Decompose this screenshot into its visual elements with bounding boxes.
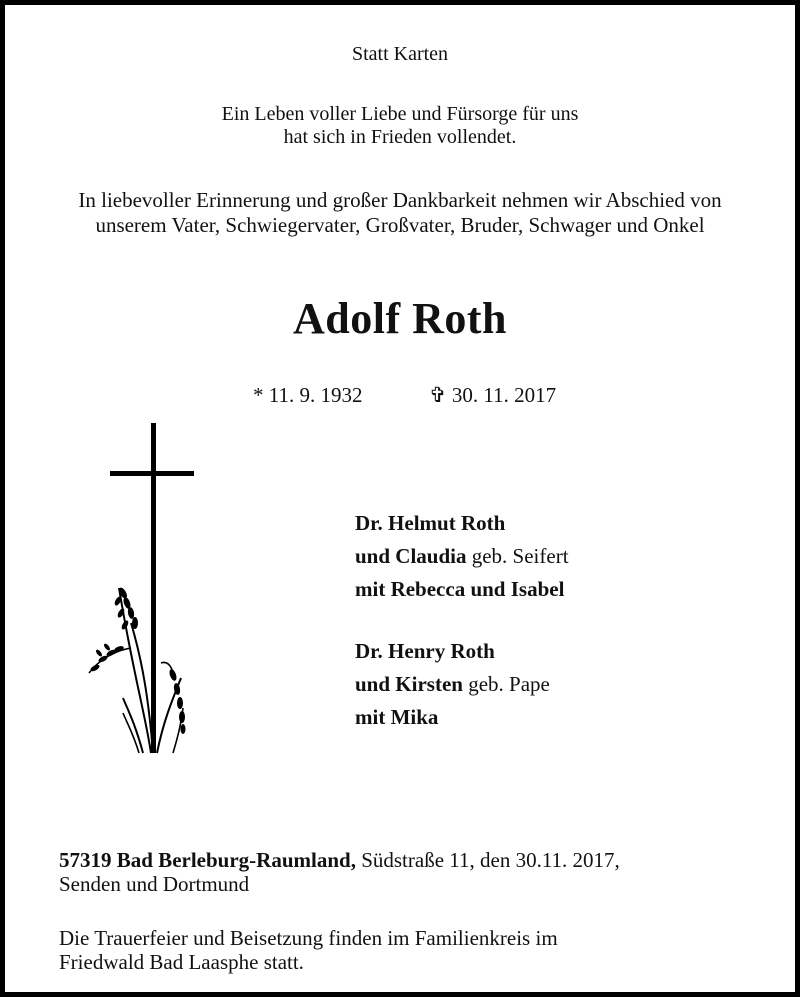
- family-2-line-3: mit Mika: [355, 705, 439, 729]
- death-date: 30. 11. 2017: [451, 383, 557, 407]
- statt-karten: Statt Karten: [351, 43, 449, 65]
- intro-line-2: unserem Vater, Schwiegervater, Großvater, Bruder, Schwager und Onkel: [95, 213, 705, 237]
- family-2-line-1: Dr. Henry Roth: [355, 639, 495, 663]
- family-1-line-2: und Claudia geb. Seifert: [355, 544, 569, 568]
- birth-date: * 11. 9. 1932: [253, 383, 363, 407]
- death-cross-icon: ✞: [429, 383, 447, 407]
- family-1-line-1: Dr. Helmut Roth: [355, 511, 506, 535]
- cross-with-grain-icon: [83, 423, 203, 763]
- family-1-line-3: mit Rebecca und Isabel: [355, 577, 565, 601]
- funeral-line-1: Die Trauerfeier und Beisetzung finden im Familienkreis im: [59, 926, 558, 950]
- death-date-group: [429, 383, 556, 408]
- funeral-line-2: Friedwald Bad Laasphe statt.: [59, 950, 304, 974]
- verse-line-2: hat sich in Frieden vollendet.: [283, 126, 517, 148]
- family-2-line-2: und Kirsten geb. Pape: [355, 672, 550, 696]
- deceased-name: Adolf Roth: [292, 294, 508, 343]
- address-line-1: 57319 Bad Berleburg-Raumland, Südstraße 11, den 30.11. 2017,: [59, 848, 620, 872]
- address-line-2: Senden und Dortmund: [59, 872, 250, 896]
- verse-line-1: Ein Leben voller Liebe und Fürsorge für uns: [221, 103, 579, 125]
- intro-line-1: In liebevoller Erinnerung und großer Dankbarkeit nehmen wir Abschied von: [78, 188, 722, 212]
